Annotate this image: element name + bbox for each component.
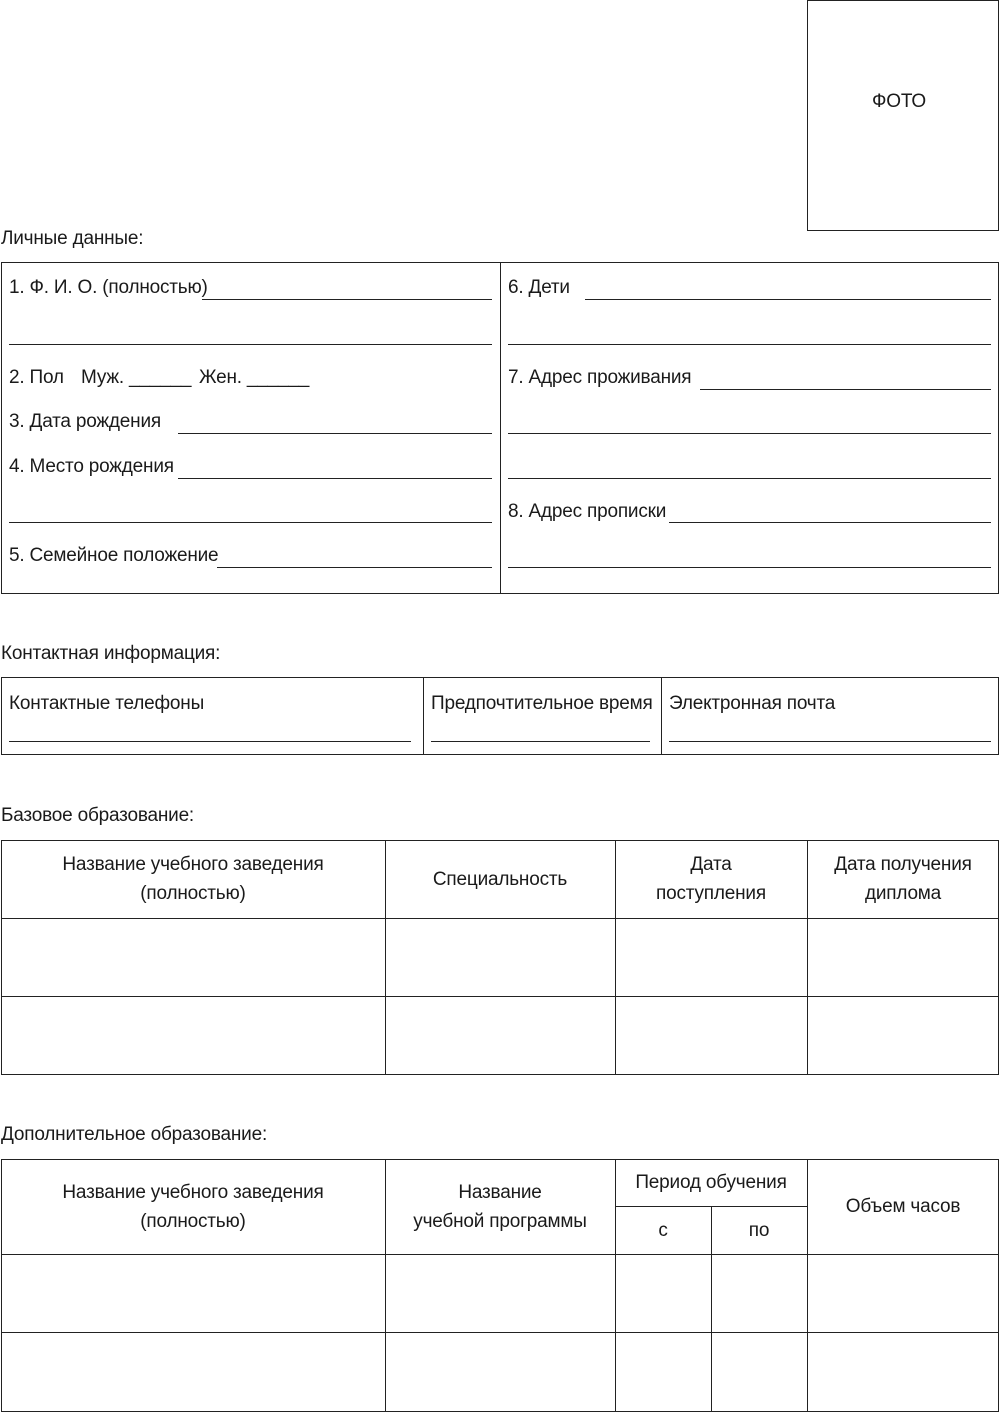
address-live-field-line2[interactable] <box>508 433 991 434</box>
marital-label: 5. Семейное положение <box>9 545 219 566</box>
phones-label: Контактные телефоны <box>9 693 205 714</box>
add-edu-row1-institution-cell[interactable] <box>2 1255 384 1331</box>
base-edu-header-specialty: Специальность <box>432 868 568 890</box>
add-edu-row2-institution-cell[interactable] <box>2 1333 384 1410</box>
contact-heading: Контактная информация: <box>1 643 221 664</box>
address-live-field[interactable] <box>700 389 991 390</box>
birth-place-field[interactable] <box>178 478 492 479</box>
base-edu-header-diploma-date: Дата получения диплома <box>834 854 972 904</box>
add-edu-row1-hours-cell[interactable] <box>808 1255 998 1331</box>
add-edu-row1-from-cell[interactable] <box>616 1255 710 1331</box>
add-edu-header-program: Название учебной программы <box>413 1181 587 1232</box>
add-edu-row2-to-cell[interactable] <box>712 1333 806 1410</box>
children-label: 6. Дети <box>508 277 570 298</box>
gender-female-field[interactable]: Жен. ______ <box>199 367 310 388</box>
add-edu-row1-to-cell[interactable] <box>712 1255 806 1331</box>
gender-label: 2. Пол <box>9 367 64 388</box>
base-edu-header-admission-date: Дата поступления <box>656 854 766 904</box>
address-reg-field-line2[interactable] <box>508 567 991 568</box>
base-edu-row1-institution-cell[interactable] <box>2 919 384 995</box>
address-reg-label: 8. Адрес прописки <box>508 501 667 522</box>
add-edu-row1-program-cell[interactable] <box>386 1255 614 1331</box>
pref-time-field[interactable] <box>431 741 650 742</box>
personal-divider <box>500 262 501 594</box>
base-edu-row1-specialty-cell[interactable] <box>386 919 614 995</box>
add-edu-row2-hours-cell[interactable] <box>808 1333 998 1410</box>
base-edu-heading: Базовое образование: <box>1 805 195 826</box>
email-field[interactable] <box>669 741 991 742</box>
add-edu-row2-from-cell[interactable] <box>616 1333 710 1410</box>
base-edu-header-institution: Название учебного заведения (полностью) <box>62 854 324 904</box>
fio-field-line2[interactable] <box>9 344 492 345</box>
base-edu-row2-diploma-cell[interactable] <box>808 997 998 1074</box>
photo-label: ФОТО <box>872 91 926 112</box>
base-edu-row2-admission-cell[interactable] <box>616 997 806 1074</box>
base-edu-row1-admission-cell[interactable] <box>616 919 806 995</box>
contact-divider-1 <box>423 677 424 755</box>
add-edu-header-to: по <box>748 1219 770 1241</box>
birth-date-label: 3. Дата рождения <box>9 411 161 432</box>
marital-field[interactable] <box>217 567 492 568</box>
birth-date-field[interactable] <box>178 433 492 434</box>
phones-field[interactable] <box>9 741 411 742</box>
gender-male-field[interactable]: Муж. ______ <box>81 367 192 388</box>
personal-heading: Личные данные: <box>1 228 144 249</box>
add-edu-header-from: с <box>658 1219 668 1241</box>
add-edu-header-institution: Название учебного заведения (полностью) <box>62 1181 324 1232</box>
add-edu-header-period: Период обучения <box>635 1172 787 1193</box>
contact-divider-2 <box>661 677 662 755</box>
children-field[interactable] <box>585 299 991 300</box>
contact-table <box>1 677 999 755</box>
add-edu-heading: Дополнительное образование: <box>1 1124 268 1145</box>
birth-place-field-line2[interactable] <box>9 522 492 523</box>
children-field-line2[interactable] <box>508 344 991 345</box>
base-edu-row1-diploma-cell[interactable] <box>808 919 998 995</box>
address-live-label: 7. Адрес проживания <box>508 367 692 388</box>
email-label: Электронная почта <box>669 693 836 714</box>
fio-field[interactable] <box>202 299 492 300</box>
photo-placeholder <box>807 0 999 231</box>
address-live-field-line3[interactable] <box>508 478 991 479</box>
pref-time-label: Предпочтительное время <box>431 693 653 714</box>
add-edu-header-hours: Объем часов <box>845 1196 961 1217</box>
fio-label: 1. Ф. И. О. (полностью) <box>9 277 208 298</box>
birth-place-label: 4. Место рождения <box>9 456 174 477</box>
add-edu-row2-program-cell[interactable] <box>386 1333 614 1410</box>
base-edu-row2-institution-cell[interactable] <box>2 997 384 1074</box>
base-edu-row2-specialty-cell[interactable] <box>386 997 614 1074</box>
address-reg-field[interactable] <box>669 522 991 523</box>
